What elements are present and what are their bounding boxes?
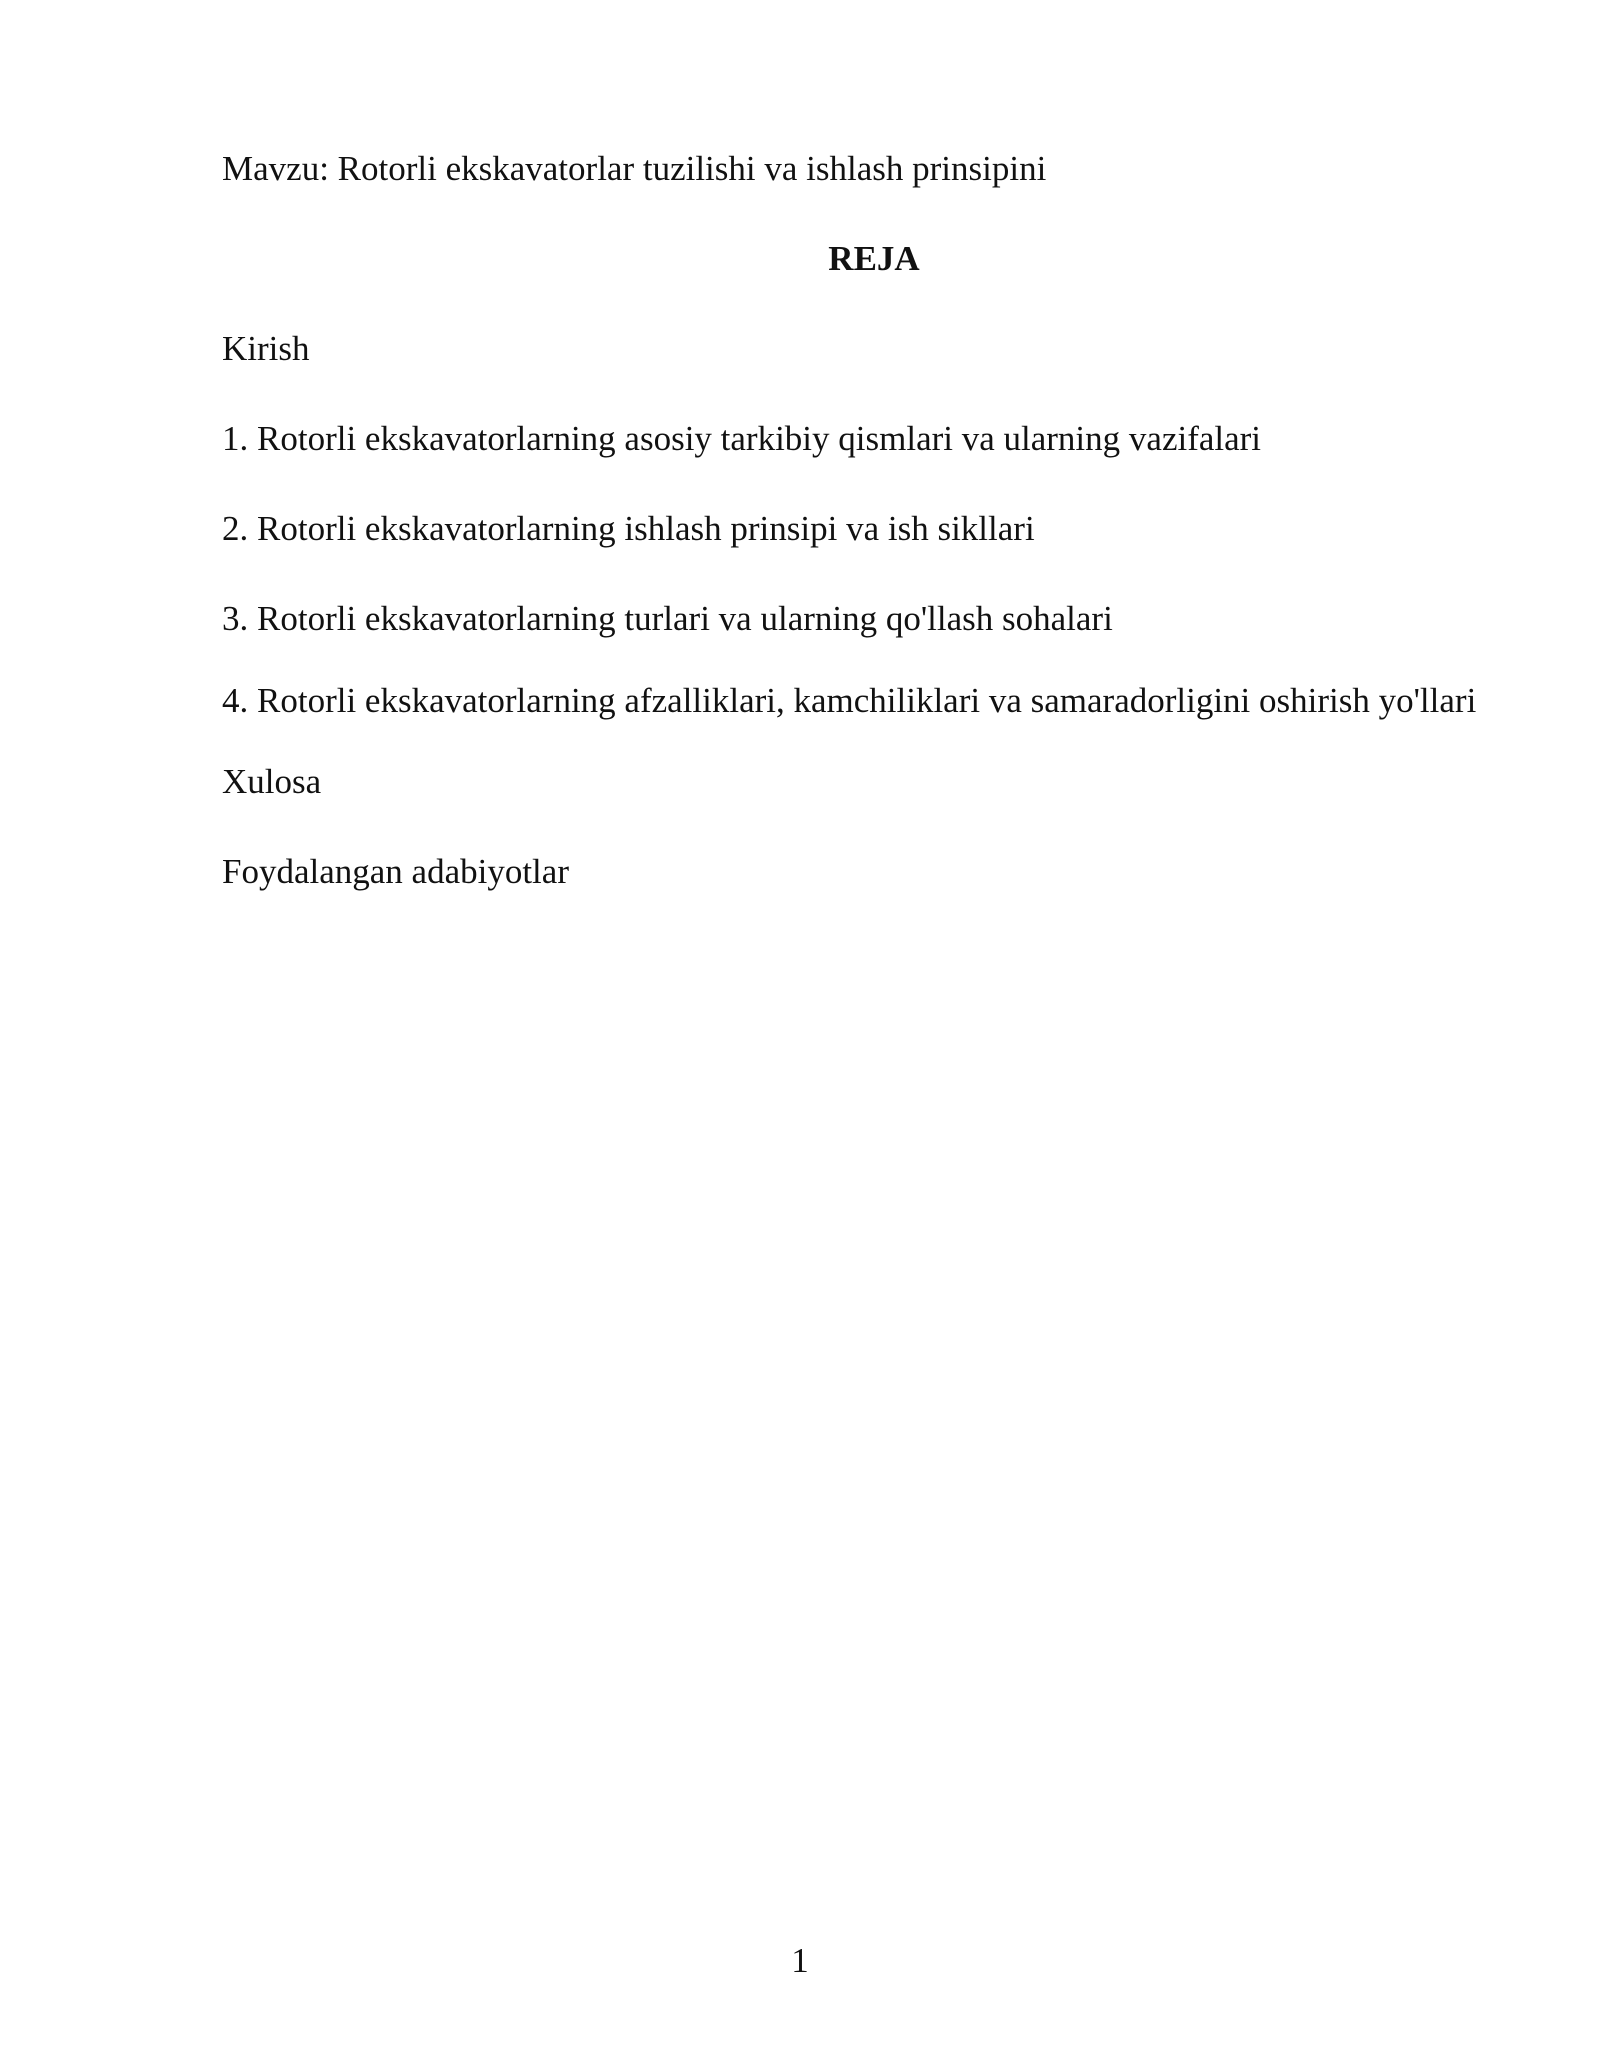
page-number: 1 xyxy=(791,1941,809,1980)
page-content xyxy=(222,146,1526,895)
topic-line: Mavzu: Rotorli ekskavatorlar tuzilishi va ishlash prinsipini xyxy=(222,149,1047,188)
references-item: Foydalangan adabiyotlar xyxy=(222,852,569,891)
plan-item-3: 3. Rotorli ekskavatorlarning turlari va ularning qo'llash sohalari xyxy=(222,599,1113,638)
plan-heading: REJA xyxy=(828,239,920,278)
conclusion-item: Xulosa xyxy=(222,762,322,801)
intro-item: Kirish xyxy=(222,329,310,368)
plan-item-1: 1. Rotorli ekskavatorlarning asosiy tarkibiy qismlari va ularning vazifalari xyxy=(222,419,1262,458)
plan-item-2: 2. Rotorli ekskavatorlarning ishlash prinsipi va ish sikllari xyxy=(222,509,1035,548)
plan-item-4: 4. Rotorli ekskavatorlarning afzalliklari, kamchiliklari va samaradorligini oshirish yo'llari xyxy=(222,681,1477,720)
